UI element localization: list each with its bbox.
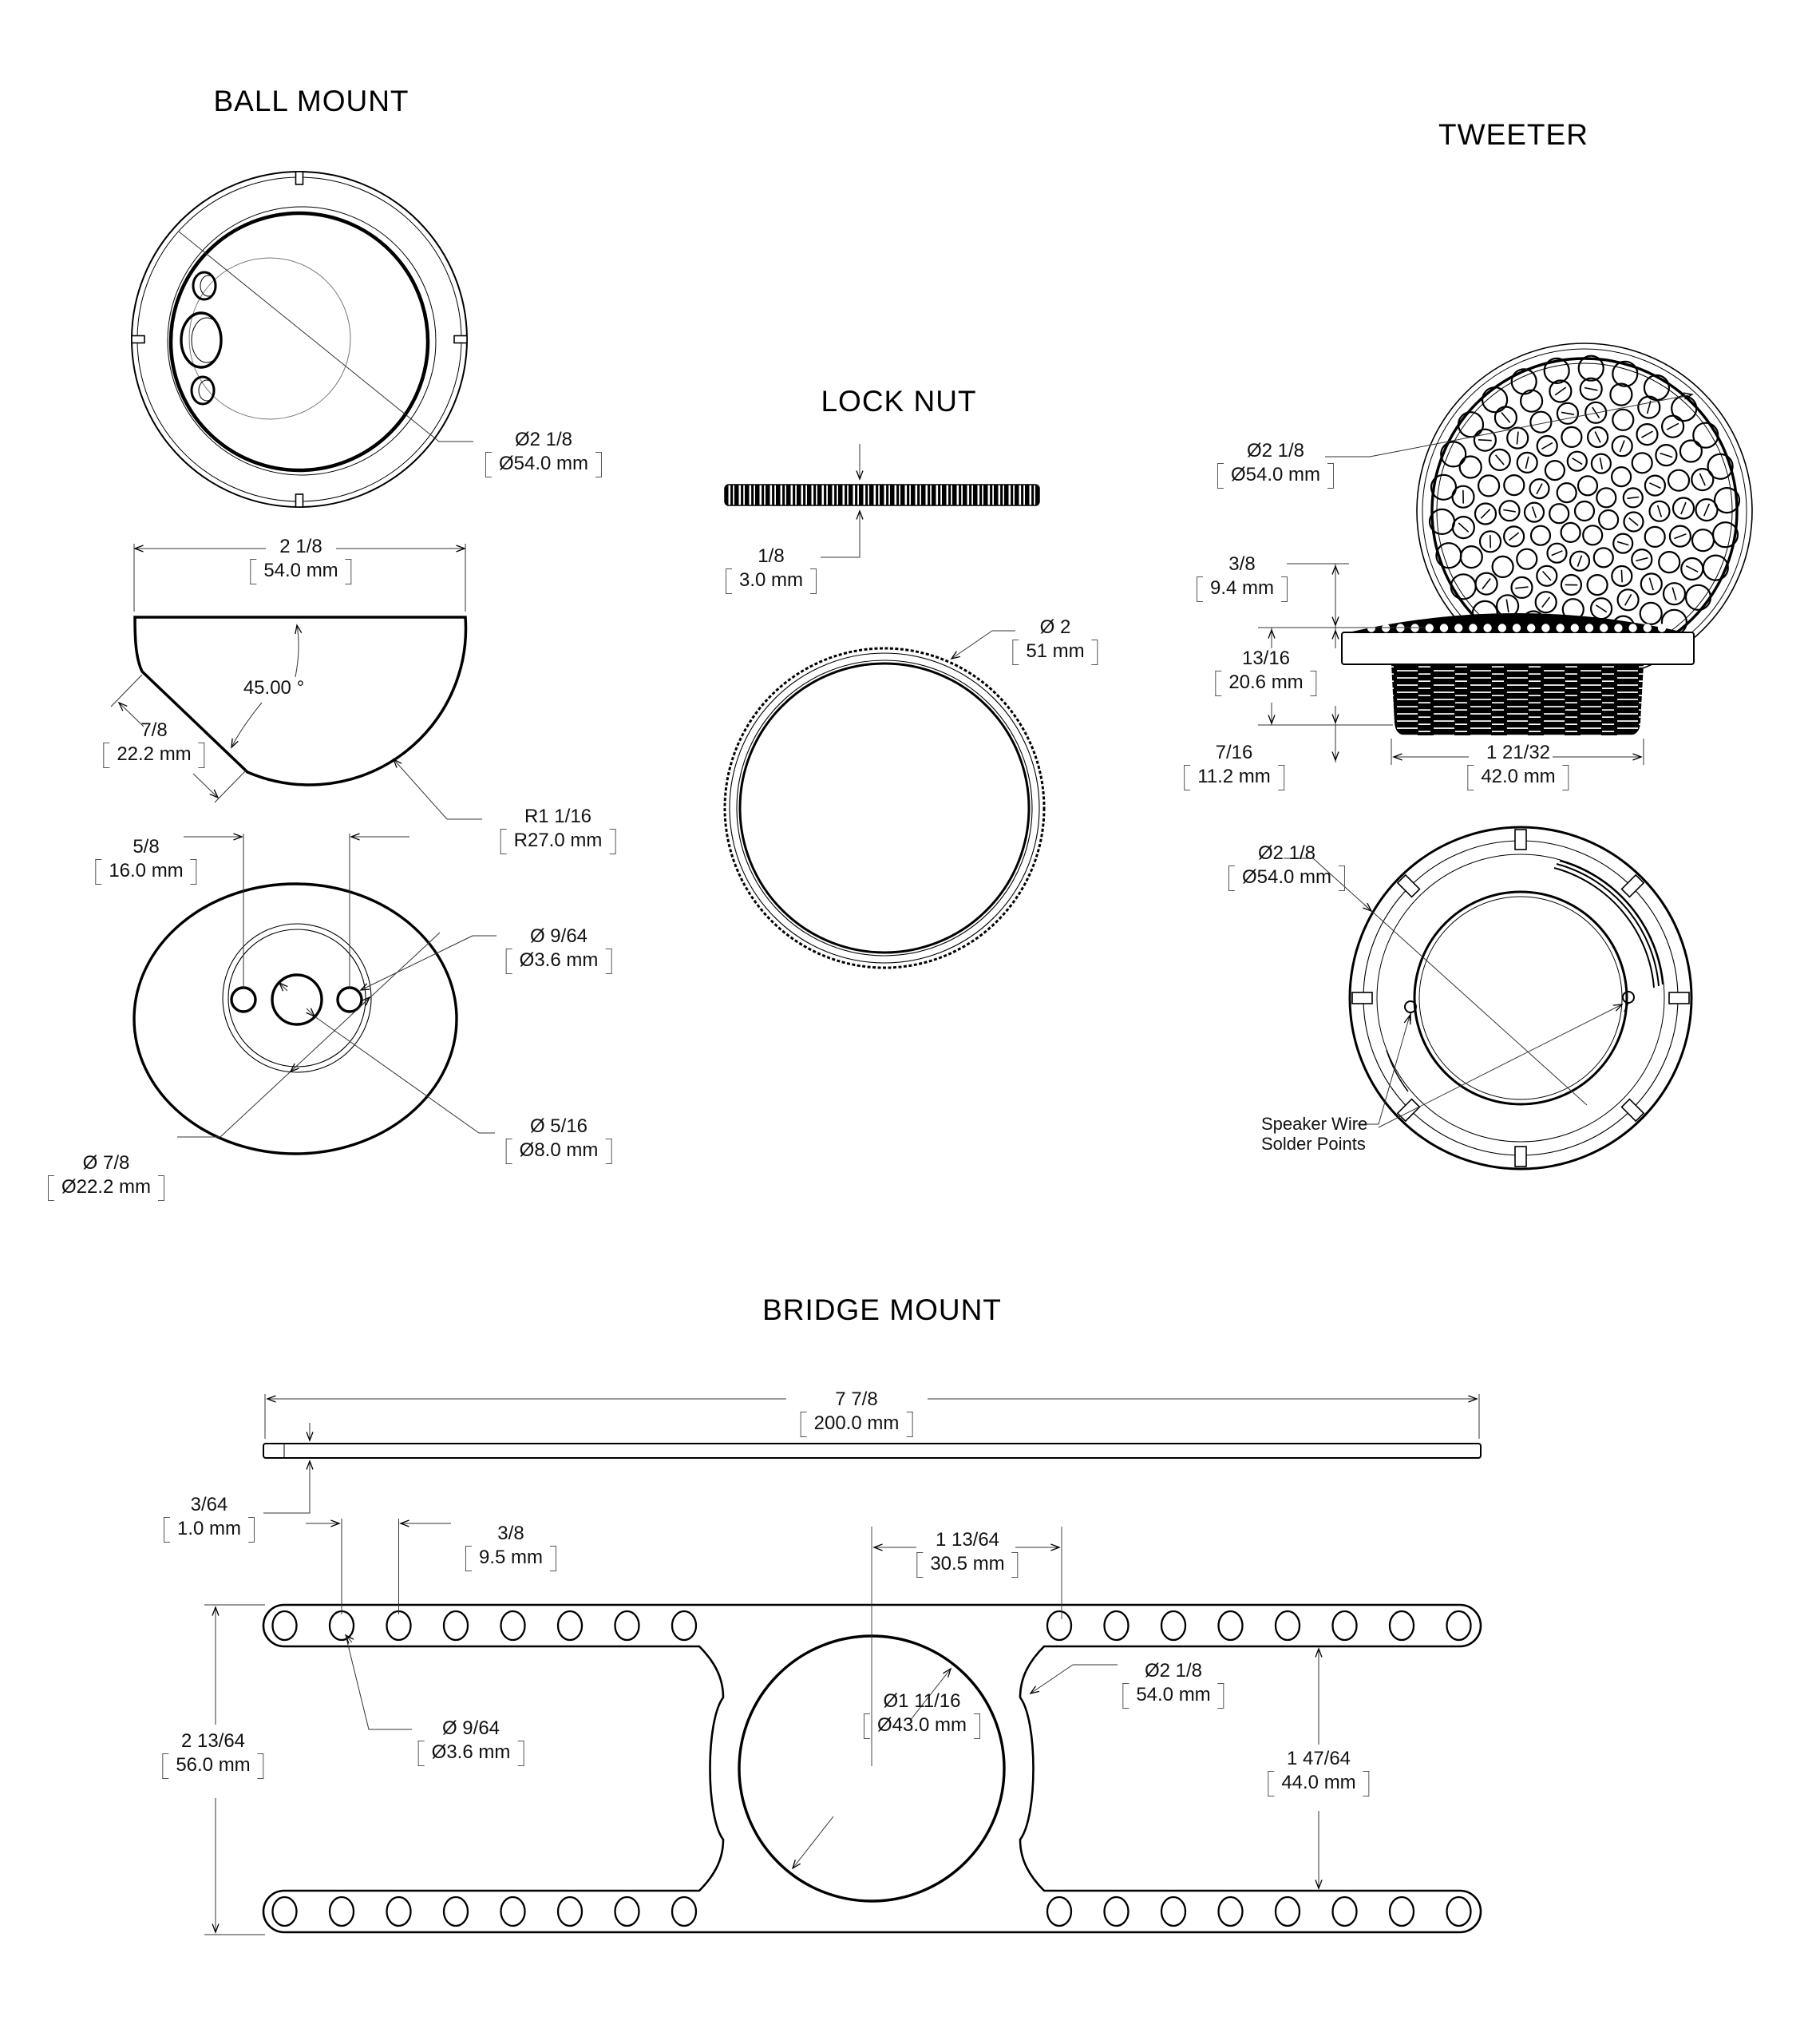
- dim-tweeter-thread-height: 7/16 11.2 mm: [1184, 743, 1284, 790]
- dim-ball-angle: 45.00 °: [243, 677, 305, 699]
- solder-points-note: Speaker Wire Solder Points: [1261, 1114, 1368, 1154]
- dim-tweeter-top-diameter: Ø2 1/8 Ø54.0 mm: [1217, 441, 1334, 489]
- dim-ball-hole-spacing: 5/8 16.0 mm: [95, 837, 196, 885]
- dim-bridge-ring-dia: Ø2 1/8 54.0 mm: [1122, 1661, 1224, 1709]
- solder-points: [1405, 992, 1634, 1021]
- dim-ball-top-diameter: Ø2 1/8 Ø54.0 mm: [485, 430, 602, 477]
- ring-notches: [1352, 830, 1689, 1167]
- dim-locknut-diameter: Ø 2 51 mm: [1012, 617, 1098, 665]
- ball-mount-top-view: [132, 172, 473, 507]
- dim-bridge-center-offset: 1 13/64 30.5 mm: [916, 1530, 1018, 1578]
- tweeter-side-view: [1258, 564, 1694, 765]
- dim-ball-small-hole: Ø 9/64 Ø3.6 mm: [506, 926, 612, 974]
- dim-ball-edge: 7/8 22.2 mm: [103, 720, 204, 768]
- lock-nut-top-view: [725, 631, 1044, 968]
- dim-bridge-hole-dia: Ø 9/64 Ø3.6 mm: [418, 1718, 524, 1766]
- dim-bridge-length: 7 7/8 200.0 mm: [801, 1389, 913, 1437]
- bridge-mount-title: BRIDGE MOUNT: [762, 1293, 1002, 1326]
- lock-nut-side-view: [725, 444, 1039, 557]
- dim-bridge-hole-spacing: 3/8 9.5 mm: [465, 1523, 556, 1571]
- dim-ball-boss: Ø 7/8 Ø22.2 mm: [48, 1153, 164, 1201]
- dim-bridge-center-hole: Ø1 11/16 Ø43.0 mm: [864, 1691, 980, 1739]
- lock-nut-title: LOCK NUT: [821, 385, 977, 418]
- dim-locknut-thickness: 1/8 3.0 mm: [726, 546, 817, 594]
- dim-bridge-inner-height: 1 47/64 44.0 mm: [1268, 1749, 1369, 1796]
- dim-tweeter-bottom-diameter: Ø2 1/8 Ø54.0 mm: [1228, 843, 1345, 891]
- dim-ball-radius: R1 1/16 R27.0 mm: [500, 806, 616, 854]
- dim-tweeter-body-height: 13/16 20.6 mm: [1215, 648, 1316, 696]
- dim-tweeter-thread-width: 1 21/32 42.0 mm: [1467, 743, 1569, 790]
- dim-ball-center-hole: Ø 5/16 Ø8.0 mm: [506, 1116, 612, 1164]
- dim-bridge-thickness: 3/64 1.0 mm: [164, 1495, 255, 1543]
- ball-mount-title: BALL MOUNT: [213, 85, 409, 117]
- bridge-mount-plan-view: [204, 1519, 1481, 1935]
- dim-ball-side-width: 2 1/8 54.0 mm: [250, 537, 351, 584]
- dim-bridge-total-height: 2 13/64 56.0 mm: [162, 1731, 263, 1779]
- tweeter-title: TWEETER: [1438, 118, 1588, 151]
- dim-tweeter-dome-height: 3/8 9.4 mm: [1197, 554, 1288, 602]
